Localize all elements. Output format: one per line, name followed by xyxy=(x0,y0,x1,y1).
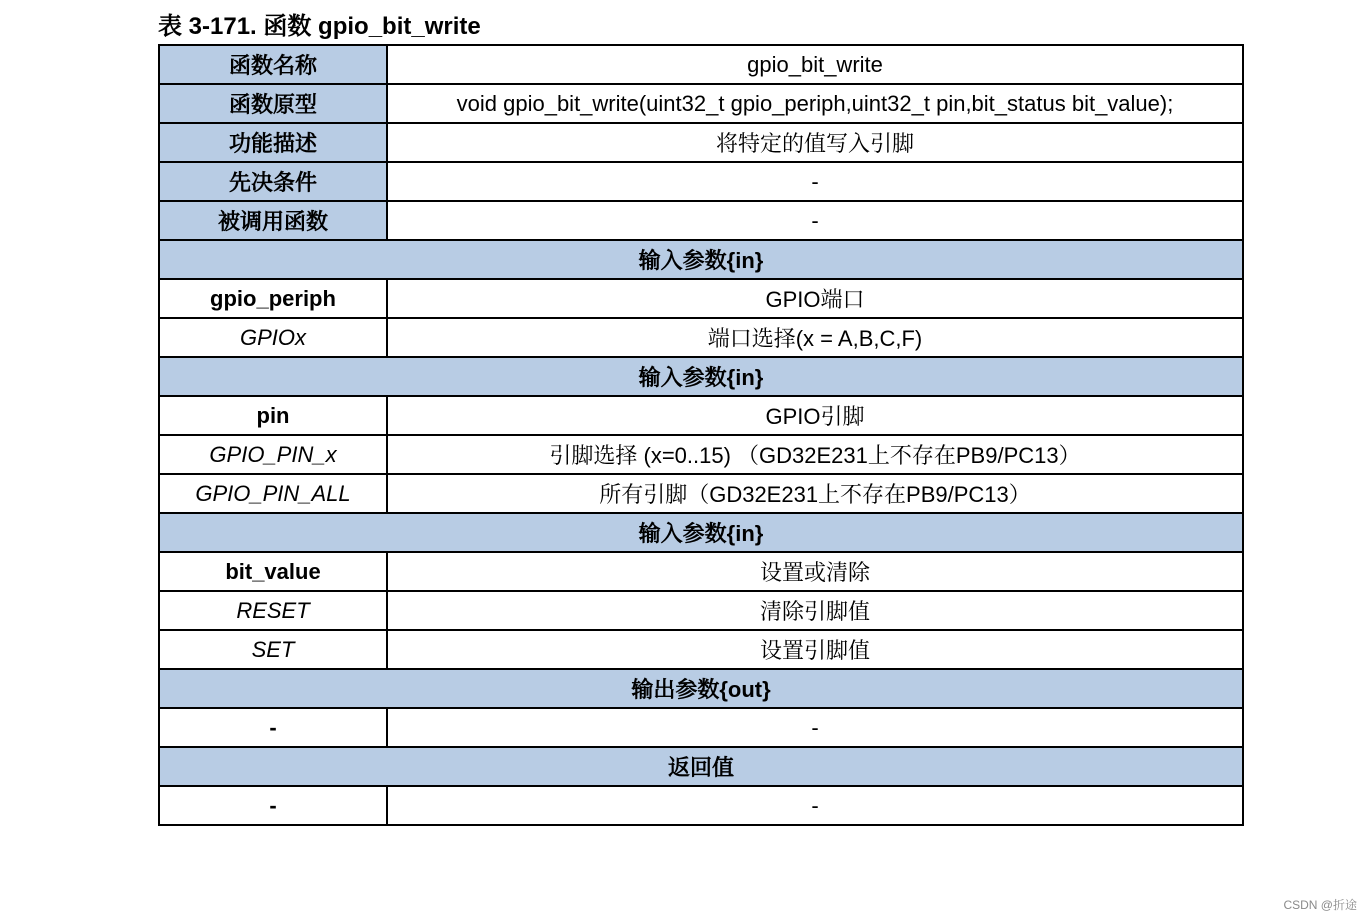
function-name-value: gpio_bit_write xyxy=(387,45,1243,84)
function-prototype-label: 函数原型 xyxy=(159,84,387,123)
section-row-input-1 xyxy=(159,240,1243,279)
param-value-name: GPIO_PIN_x xyxy=(159,435,387,474)
table-row-param-pin xyxy=(159,396,1243,435)
function-prototype-value: void gpio_bit_write(uint32_t gpio_periph,uint32_t pin,bit_status bit_value); xyxy=(387,84,1243,123)
table-row-value-gpio-pin-x xyxy=(159,435,1243,474)
return-name: - xyxy=(159,786,387,825)
table-row-value-reset xyxy=(159,591,1243,630)
input-section-header: 输入参数{in} xyxy=(159,513,1243,552)
return-section-header: 返回值 xyxy=(159,747,1243,786)
param-description: 设置或清除 xyxy=(387,552,1243,591)
input-section-header: 输入参数{in} xyxy=(159,357,1243,396)
watermark: CSDN @折途 xyxy=(1283,898,1357,912)
param-value-description: 所有引脚（GD32E231上不存在PB9/PC13） xyxy=(387,474,1243,513)
param-description: GPIO端口 xyxy=(387,279,1243,318)
param-value-description: 清除引脚值 xyxy=(387,591,1243,630)
table-row-function-prototype xyxy=(159,84,1243,123)
section-row-output xyxy=(159,669,1243,708)
precondition-value: - xyxy=(387,162,1243,201)
param-value-description: 引脚选择 (x=0..15) （GD32E231上不存在PB9/PC13） xyxy=(387,435,1243,474)
function-name-label: 函数名称 xyxy=(159,45,387,84)
table-row-value-gpio-pin-all xyxy=(159,474,1243,513)
param-value-name: GPIO_PIN_ALL xyxy=(159,474,387,513)
param-value-name: GPIOx xyxy=(159,318,387,357)
table-row-param-gpio-periph xyxy=(159,279,1243,318)
called-functions-value: - xyxy=(387,201,1243,240)
param-value-description: 端口选择(x = A,B,C,F) xyxy=(387,318,1243,357)
table-row-output xyxy=(159,708,1243,747)
table-row-precondition xyxy=(159,162,1243,201)
param-description: GPIO引脚 xyxy=(387,396,1243,435)
output-description: - xyxy=(387,708,1243,747)
table-row-called-functions xyxy=(159,201,1243,240)
called-functions-label: 被调用函数 xyxy=(159,201,387,240)
table-row-value-gpiox xyxy=(159,318,1243,357)
param-value-name: RESET xyxy=(159,591,387,630)
section-row-input-3 xyxy=(159,513,1243,552)
precondition-label: 先决条件 xyxy=(159,162,387,201)
function-description-value: 将特定的值写入引脚 xyxy=(387,123,1243,162)
param-value-name: SET xyxy=(159,630,387,669)
table-row-function-name xyxy=(159,45,1243,84)
table-row-return xyxy=(159,786,1243,825)
table-row-param-bit-value xyxy=(159,552,1243,591)
section-row-return xyxy=(159,747,1243,786)
function-spec-table xyxy=(158,44,1244,826)
param-value-description: 设置引脚值 xyxy=(387,630,1243,669)
table-row-value-set xyxy=(159,630,1243,669)
function-description-label: 功能描述 xyxy=(159,123,387,162)
param-name: bit_value xyxy=(159,552,387,591)
table-row-function-description xyxy=(159,123,1243,162)
return-description: - xyxy=(387,786,1243,825)
section-row-input-2 xyxy=(159,357,1243,396)
output-name: - xyxy=(159,708,387,747)
param-name: pin xyxy=(159,396,387,435)
table-caption: 表 3-171. 函数 gpio_bit_write xyxy=(158,13,481,40)
input-section-header: 输入参数{in} xyxy=(159,240,1243,279)
output-section-header: 输出参数{out} xyxy=(159,669,1243,708)
param-name: gpio_periph xyxy=(159,279,387,318)
